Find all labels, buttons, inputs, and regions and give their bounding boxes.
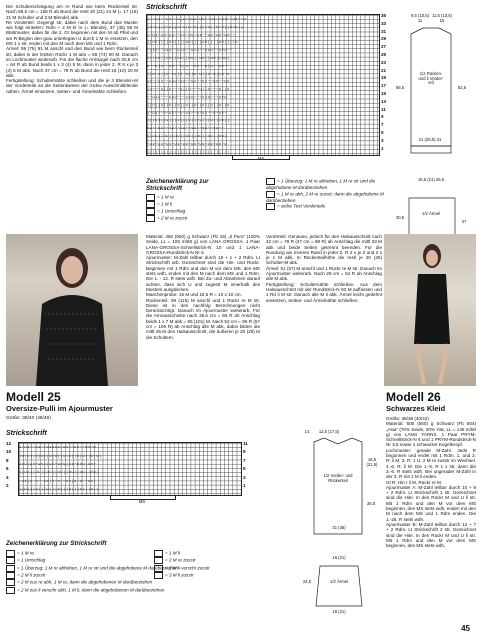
bottom-chart-row: ∪∨∪|∪∨−∪∨∪|∪∨−∪∨∪|∪∨−∪∨∪|∪∨− <box>19 461 97 466</box>
bottom-chart-left-row-number: 10 <box>6 449 12 455</box>
top-chart-row: ∪−∪∨−−∪−∪∨−−∪−∪∨−−∪−∪∨−−∪−∪∨− <box>147 110 228 115</box>
top-legend-item <box>266 191 386 204</box>
legend-item-text: = siehe Text Vorderteile <box>277 203 326 209</box>
bottom-legend-item <box>6 579 196 586</box>
schem-bot-label-1: 12,5 (17,5) <box>318 429 340 434</box>
legend-symbol-box <box>6 565 15 572</box>
top-chart-ms-label: MS <box>257 156 265 161</box>
schem-bot-label-13: 16 (21) <box>332 609 346 614</box>
garment-schematic-top <box>393 6 475 266</box>
legend-item-text: = 2 M re zusstr <box>165 558 196 564</box>
bottom-chart-row: |∪|∪||∪|∪||∪|∪||∪|∪||∪|∪||∪|∪| <box>19 453 102 458</box>
bottom-chart-right-row-number: 5 <box>243 466 246 472</box>
legend-symbol-box <box>154 557 163 564</box>
top-chart-row-number: 29 <box>381 36 387 42</box>
top-legend-right <box>266 178 386 210</box>
bottom-chart-row: ||∪|||∪|||∪|||∪|||∪|||∪|||∪|| <box>19 487 100 492</box>
bottom-chart-left-row-number: 6 <box>6 466 9 472</box>
legend-item-text: = 1 M re <box>17 550 34 556</box>
legend-item-text: = 2 M zus re abh, 1 M re, dann die abgehobenen M darüberziehen <box>17 579 153 585</box>
legend-item-text: = 1 M re abh, 2 M re zusstr, dann die abgehobene M darüberziehen <box>266 191 384 203</box>
bottom-chart-row: ∪−∪∨−−∪∨−−∪∨∪∪∪−∪∨−−∪∨−−∪∨−∪ <box>19 445 97 450</box>
schem-sleeve-top-width: 16,5 (21) 25,5 <box>417 177 445 182</box>
bottom-chart-right-row-number: 3 <box>243 474 246 480</box>
top-chart-row-number: 33 <box>381 20 387 26</box>
schem-bot-piece-label: 1/2 Vorder- und Rückenteil <box>323 473 353 483</box>
top-legend-item <box>266 178 386 191</box>
model-26-photo <box>384 234 476 386</box>
legend-item-text: = 2 M li zusstr <box>17 572 46 578</box>
legend-symbol-box <box>6 557 15 564</box>
top-chart-row-number: 25 <box>381 52 387 57</box>
top-legend-item <box>146 201 256 208</box>
schem-sleeve-total: 37 <box>461 219 467 224</box>
schem-bot-label-8: 16 (21) <box>332 555 346 560</box>
top-chart-row-number: 3 <box>381 137 384 143</box>
top-knitting-chart <box>146 14 380 156</box>
model-25-instructions: Material: 450 (550) g Schwarz (Fb 15) „Il Puro“ (100% Seide, LL = 100 m/50 g) von LANA GROSSA. 1 Paar LANA-GROSSA-Schnellstrick-N 10 und 1 LANA-GROSSA-Rundstrick-N Nr 6. Ajourmuster: M-Zahl teilbar durch 16 + 1 + 2 Rdm. Lt Strickschrift arb. Gezeichnet sind die Hin- und Rückr. Beginnen mit 1 Rdm und den M vor dem MS, den MS stets wdh, enden mit den M nach dem MS und 1 Rdm. Die 1. - 12. R stets wdh. Bei Zu- und Abnahmen darauf achten, dass sich U und zugestr M innerhalb des Musters ausgleichen. Maschenprobe: 16 M und 18,5 R = 10 x 10 cm. Rückenteil: 99 (115) M anschl und 1 Rückr re M str. Diese ist in den nachfolg Berechnungen nicht berücksichtigt. Danach im Ajourmuster weiterarb. Für die Armausschnitte nach 35,5 cm = 66 R ab Anschlag beids 1 x 7 M abk = 85 (101) M. Nach 52 cm = 96 R (57 cm = 106 R) ab Anschlag alle M abk, dabei bilden die mittl 45 M den Halsausschnitt, die äußeren je 20 (28) M die Schultern. <box>146 234 260 340</box>
model-26-instructions: Größe: 36/38 (40/42) Material: 500 (550) g Schwarz (Fb 004) „Asia“ (70% Seide, 30% Yak, LL = 145 m/50 g) von LANG YARNS. 1 Paar PRYM-Schnellstrick-N 6 und 1 PRYM-Rundstrick-N Nr 3,5 sowie 1 schwarzer Kugelknopf. Lochmuster: gerade M-Zahl. Jede R begonnen und endet mit 1 Rdm. 1. und 2. R: li M. 3. R: 1 U, 2 M re zusstr im Wechsel. 4.-6. R: li M. Die 1.-6. R 1 x str, dann die 3.-6. R stets wdh. Bei ungerader M-Zahl in der 3. R mit 1 M li enden. Gl R: Hin r li M, Rückr re M. Ajourmuster A: M-Zahl teilbar durch 10 + 9 + 2 Rdm. Lt Strickschrift 1 str. Gezeichnet sind die Hinr. In den Rückr M und U li str. Mit 1 Rdm und den M vor dem MS beginnen, den MS stets wdh, enden mit den M nach dem MS und 1 Rdm enden. Die 1.-28. R stets wdh. Ajourmuster B: M-Zahl teilbar durch 12 + 7 + 2 Rdm. Lt Strickschrift 2 str. Gezeichnet sind die Hinr. In den Rückr M und U li str. Mit 1 Rdm und den M vor dem MS beginnen, den MS stets wdh, <box>386 416 476 549</box>
bottom-chart-left-row-number: 8 <box>6 457 9 463</box>
top-chart-row: −∪∨−∪∨−∪∨−∪∨−∪∨−∪∨−∪∨−∪∨−∪∨−∪ <box>147 141 228 146</box>
top-chart-row: |∪−−−∪||∪−−−∪||∪−−−∪||∪−−−∪||∪ <box>147 87 230 92</box>
bottom-chart-right-row-number: 7 <box>243 457 246 463</box>
top-chart-row-number: 35 <box>381 13 387 18</box>
legend-symbol-box <box>266 203 275 210</box>
top-chart-row: ∪||∪∪||∪∪||∪∪||∪∪||∪∪||∪∪||∪∪| <box>147 55 230 60</box>
legend-item-text: = 2 M zus li verschr abh, 1 M li, dann die abgehobenen M darüberziehen <box>17 587 165 593</box>
legend-symbol-box <box>154 572 163 579</box>
schem-bot-label-6: 35,5 <box>366 501 376 506</box>
schem-top-label-4: 68,5 <box>395 85 405 90</box>
top-legend-item <box>146 208 256 215</box>
top-schematic <box>393 6 475 266</box>
legend-symbol-box <box>6 550 15 557</box>
bottom-chart-row: ||∪∪||∪∪||∪∪||∪∪||∪∪||∪∪||∪∪| <box>19 470 100 475</box>
top-chart-row: ∪−∪∨−∪∪−∪∨−−∪∨−∪∪−∪∨−−∪∨−∪∪−∪∨−− <box>147 32 236 37</box>
legend-item-text: = 2 M re zusstr <box>157 216 188 222</box>
top-chart-row-number: 13 <box>381 98 387 104</box>
legend-item-text: = 1 Überzug: 1 M re abheben, 1 M re str und die abgehobene M darüberziehen <box>266 178 376 190</box>
model-25-figure <box>6 234 138 386</box>
top-chart-row: |∪−∪||∪−∪||∪−∪|∪−∪||∪−∪||∪−∪||∪−∪|| <box>147 24 244 29</box>
bottom-chart-right-row-number: 1 <box>243 483 246 488</box>
schem-top-label-5: 62,5 <box>457 85 467 90</box>
model-25-size: Größe: 38/40 (46/48) <box>6 416 51 421</box>
top-chart-ms-bracket <box>232 156 290 160</box>
bottom-chart-right-row-number: 11 <box>243 441 248 446</box>
schem-sleeve-piece-label: 1/2 Ärmel <box>422 211 440 216</box>
bottom-legend-item <box>154 565 254 572</box>
legend-symbol-box <box>146 215 155 222</box>
left-column-text: Die Schulterschrägung am re Rand wie beim Rückenteil str. Nach 68,5 cm = 158 R ab Bund die restl 20 (21) 24 M (= 17 (18) 21 M Schulter und 3 M Blende) abk. Re Vorderteil: Gegengl str, dabei nach dem Bund das Muster wie folgt einteilen: Rdm + 2 M kr re (= Blende), 37 (45) 55 M Blattmuster, dabei für die 2. Gr beginnen mit den M ab Pfeil und am R-Beginn den grau unterlegten U durch 1 M re ersetzen, den MS 1 x str, enden mit den M nach dem MS und 1 Rdm. Ärmel: 59 (75) 91 M anschl und den Bund wie beim Rückenteil str, dabei in der letzten Rückr 1 M abn = 58 (74) 90 M. Danach im Lochmuster weiterarb. Für die flache Armkugel nach 30,5 cm = 64 R ab Bund beids 1 x 3 (4) 5 M, dann in jeder 2. R 6 x je 3 (4) 5 M abk. Nach 37 cm = 78 R ab Bund die restl 16 (10) 20 M abk. Fertigstellung: Schulternähte schließen und die je 3 Blenden-M der Vorderteile an die Seitenkanten der rückw Ausschnittblende nähen. Ärmel einsetzen, Seiten- und Ärmelnähte schließen. <box>6 4 138 94</box>
bottom-chart-ms-label: MS <box>138 499 146 504</box>
bottom-chart-left-row-number: 2 <box>6 483 9 488</box>
bottom-schematic <box>300 430 382 630</box>
top-legend-left <box>146 194 256 223</box>
top-chart-title: Strickschrift <box>146 4 187 11</box>
top-chart-row-number: 1 <box>381 145 384 151</box>
top-chart-row: ∪∨−−∪∨−−∪∨∪−∪∨−−∪∨−−∪∨−−∪∨−−∪∨ <box>147 79 230 84</box>
page-number: 45 <box>461 624 470 633</box>
top-chart-row: |||∪|||∪|||∪|||∪|||∪|||∪|||∪|| <box>147 118 230 123</box>
top-legend-item <box>146 194 256 201</box>
legend-item-text: = 1 Umschlag <box>17 558 46 564</box>
schem-top-label-2: 11,5 (13,5) 15 <box>432 13 452 23</box>
schem-top-piece-label: 1/2 Rücken- und li Vorder-teil <box>418 71 444 86</box>
legend-symbol-box <box>146 208 155 215</box>
model-26-title: Modell 26 <box>386 390 441 404</box>
legend-symbol-box <box>266 191 275 198</box>
bottom-chart-left-row-number: 12 <box>6 441 12 446</box>
model-25-title: Modell 25 <box>6 390 61 404</box>
bottom-chart-row: −∪∨|∪−∪−−∪∨|∪−∪−−∪∨|∪−∪−−∪∨| <box>19 478 97 483</box>
model-25-photo <box>6 234 138 386</box>
top-chart-row-number: 19 <box>381 75 387 81</box>
legend-item-text: = 1 M re <box>157 194 174 200</box>
bottom-legend-title: Zeichenerklärung zur Strickschrift <box>6 540 107 547</box>
top-chart-row-number: 27 <box>381 44 387 50</box>
schem-bot-sleeve-label: 1/2 Ärmel <box>330 579 348 584</box>
top-chart-row: |||||||||||||||||||||||||||||| <box>147 149 230 154</box>
top-chart-row-number: 15 <box>381 91 387 96</box>
bottom-legend-item <box>6 587 196 594</box>
bottom-knitting-chart <box>18 442 242 496</box>
schem-bot-label-7: 31 (36) <box>332 525 346 530</box>
top-chart-row-number: 17 <box>381 83 387 89</box>
schem-top-label-7: 21 (25,5) 31 <box>418 137 442 142</box>
top-legend-item <box>266 203 386 210</box>
top-chart-row-number: 5 <box>381 130 384 135</box>
schem-bot-label-10: 24,5 <box>302 579 312 584</box>
legend-item-text: = 3 M li zusstr <box>165 572 194 578</box>
bottom-legend-item <box>154 557 254 564</box>
top-chart-row-number: 31 <box>381 28 387 34</box>
schem-sleeve-height: 30,5 <box>395 215 405 220</box>
legend-symbol-box <box>154 565 163 572</box>
top-legend-item <box>146 215 256 222</box>
top-chart-row: ∨∪−−∨∪−−∨∪−−∨∪−−∨∪−−∨∪−−∨∪−− <box>147 126 225 131</box>
legend-item-text: = 1 Umschlag <box>157 208 186 214</box>
legend-item-text: = 1 M li <box>157 201 172 207</box>
legend-symbol-box <box>146 201 155 208</box>
legend-item-text: = 2 M li verschr zusstr <box>165 565 210 571</box>
bottom-chart-left-row-number: 4 <box>6 474 9 480</box>
schem-top-label-1: 9,5 (10,5) 11 <box>411 13 429 23</box>
top-chart-row: ||∪∪||||∪∪||||∪∪||||∪∪||||∪∪||||∪ <box>147 40 239 45</box>
schem-bot-label-3: 16,5 (21,5) <box>366 457 378 467</box>
top-chart-row-number: 7 <box>381 122 384 128</box>
legend-item-text: = 1 M li <box>165 550 180 556</box>
top-chart-row-number: 23 <box>381 59 387 65</box>
top-legend-title: Zeichenerklärung zur Strickschrift <box>146 178 209 192</box>
bottom-legend-item <box>154 572 254 579</box>
top-chart-row: ∪−−∪∨−−∪∨−−∪|∪−∪∪∪−∪∨−−∪∨−−∪∨−−∪∨−−∪ <box>147 16 247 21</box>
top-chart-row-number: 11 <box>381 106 386 112</box>
top-chart-row: ||∪||∪||∪||∪||∪||∪||∪||∪||∪||∪ <box>147 102 230 107</box>
top-chart-row: ||∪−∪||∪−∪||∪−∪||∪−∪||∪−∪||∪−∪ <box>147 71 230 76</box>
top-chart-row: ∨−−∪|∪−−∪∨−−∪|∪−−∪∨−−∪|∪−−∪∨−− <box>147 63 230 68</box>
legend-item-text: = 1 Überzug: 1 M re abheben, 1 M re str und die abgehobene M darüberziehen <box>17 565 178 571</box>
bottom-legend-right <box>154 550 254 579</box>
bottom-chart-right-row-number: 9 <box>243 449 246 455</box>
bottom-legend-item <box>154 550 254 557</box>
top-chart-row-number: 9 <box>381 114 384 120</box>
legend-symbol-box <box>6 572 15 579</box>
top-chart-row: ||∪∪||∪∪||∪∪||∪∪||∪∪||∪∪||∪∪| <box>147 133 228 138</box>
legend-symbol-box <box>266 178 275 185</box>
legend-symbol-box <box>154 550 163 557</box>
model-26-subtitle: Schwarzes Kleid <box>386 404 446 413</box>
legend-symbol-box <box>6 587 15 594</box>
model-25-subtitle: Oversize-Pulli im Ajourmuster <box>6 404 113 413</box>
schem-bot-label-0: 14 <box>304 429 310 434</box>
model-25-instructions-continued: Vorderteil: Genauso, jedoch für den Halsausschnitt nach 42 cm = 78 R (47 cm = 88 R) ab Anschlag die mittl 33 M abk und beide Seiten getrennt beenden. Für die Rundung am inneren Rand in jeder 2. R 2 x je 2 und 2 x je 1 M abk. In Rückenteilhöhe die restl je 20 (28) Schulter-M abk. Ärmel: 51 (67) M anschl und 1 Rückr re M str. Danach im Ajourmuster weiterarb. Nach 29 cm = 54 R ab Anschlag alle M abk. Fertigstellung: Schulternähte schließen. Aus dem Halsausschnitt mit der Rundstrick-N 93 M auffassen und 1 Rd li M str. Danach alle M li abk. Ärmel leicht gedehnt einsetzen, Seiten- und Ärmelnähte schließen. <box>266 234 382 303</box>
top-chart-row: −∪∨∪−−∪∨∪−−∪∨∪−−∪∨∪−−∪∨∪−−∪∨∪−− <box>147 48 233 53</box>
bottom-chart-title: Strickschrift <box>6 430 47 437</box>
model-26-figure <box>384 234 476 386</box>
legend-symbol-box <box>6 579 15 586</box>
top-chart-row-number: 21 <box>381 67 387 73</box>
legend-symbol-box <box>146 194 155 201</box>
top-chart-row: −−∪∨∪−−−∪∨∪−−−∪∨∪−−−∪∨∪−−−∪∨∪ <box>147 94 228 99</box>
